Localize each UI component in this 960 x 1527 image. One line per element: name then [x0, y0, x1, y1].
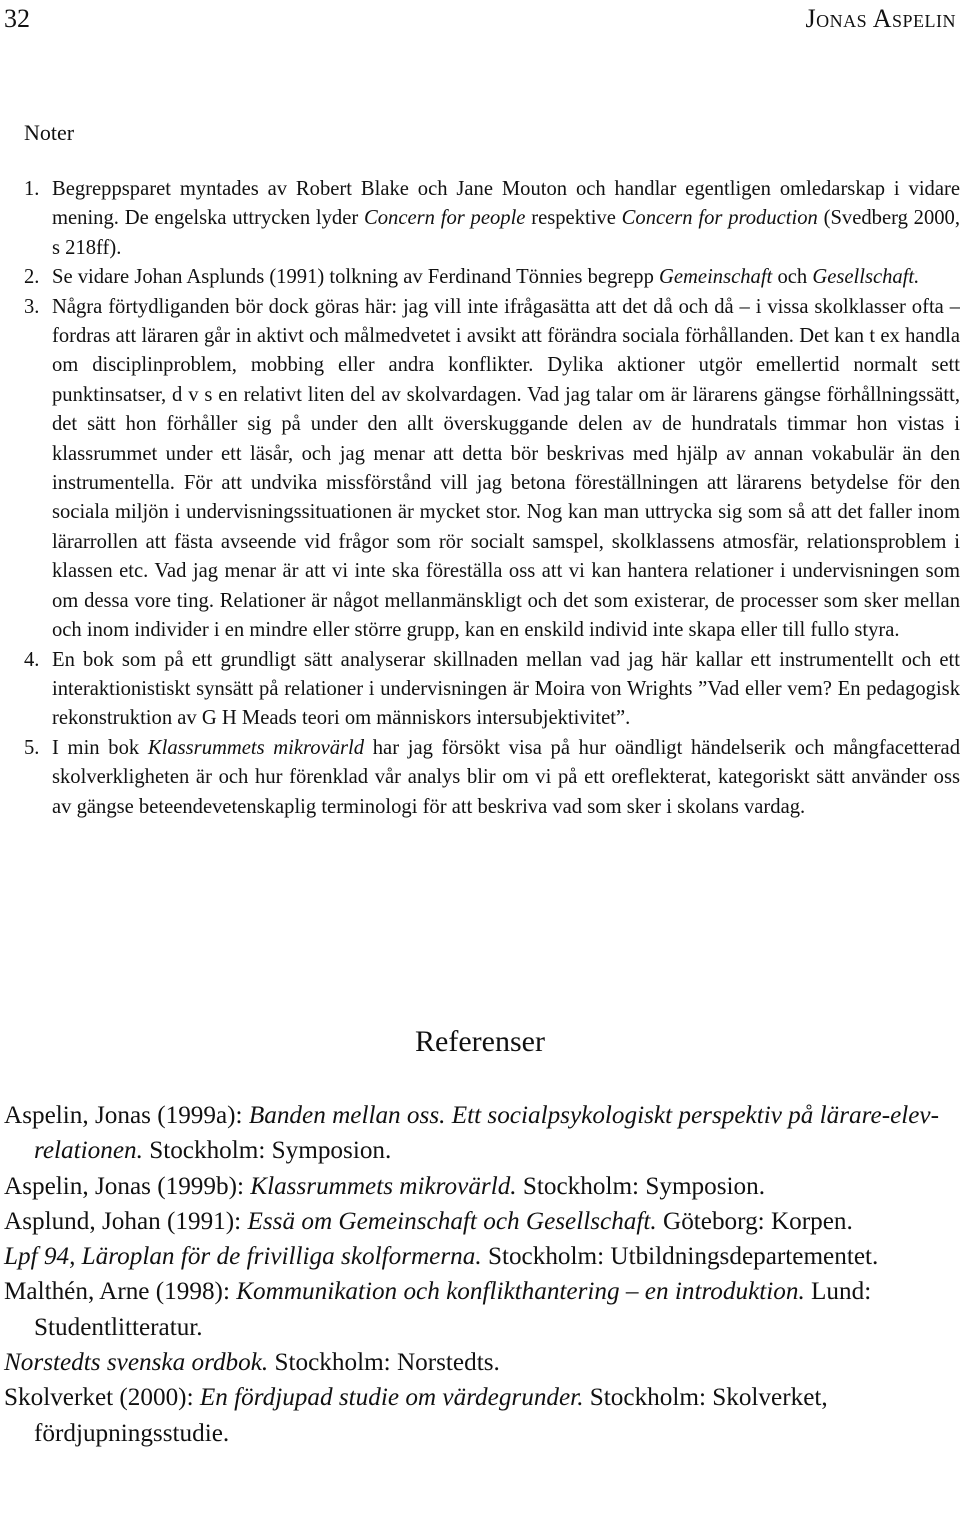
text-segment: I min bok: [52, 736, 148, 759]
italic-text: En fördjupad studie om värdegrunder.: [199, 1384, 584, 1412]
italic-text: Gemeinschaft: [659, 266, 773, 289]
italic-text: Concern for production: [621, 207, 818, 230]
italic-text: Gesellschaft.: [812, 266, 920, 289]
text-segment: Asplund, Johan (1991):: [4, 1207, 248, 1235]
page-number: 32: [4, 4, 30, 33]
running-head: Jonas Aspelin: [805, 4, 956, 33]
text-segment: Lund: Studentlitteratur.: [34, 1278, 872, 1341]
text-segment: Begreppsparet myntades av Robert Blake och Jane Mouton och handlar egentligen omledarskap i vidare mening. De engelska uttrycken lyder: [52, 178, 960, 230]
italic-text: Kommunikation och konflikthantering – en introduktion.: [236, 1278, 805, 1306]
text-segment: Aspelin, Jonas (1999a):: [4, 1102, 249, 1129]
text-segment: har jag försökt visa på hur oändligt händelserik och mångfacetterad skolverkligheten är och hur förenklad vår analys blir om vi på ett oreflekterat, kategoriskt sätt använder oss av gängse beteendevetenskaplig terminologi för att beskriva vad som sker i skolans vardag.: [52, 736, 960, 818]
text-segment: En bok som på ett grundligt sätt analyserar skillnaden mellan vad jag här kallar ett instrumentellt och ett interaktionistiskt synsätt på relationer i undervisningen är Moira von Wrights ”Vad eller vem? En pedagogisk rekonstruktion av G H Meads teori om människors intersubjektivitet”.: [52, 648, 960, 730]
text-segment: Göteborg: Korpen.: [656, 1207, 853, 1235]
text-segment: Malthén, Arne (1998):: [4, 1278, 237, 1306]
text-segment: Stockholm: Symposion.: [516, 1172, 766, 1200]
note-item: [24, 263, 960, 292]
references-heading: Referenser: [415, 1025, 545, 1058]
reference-item: [4, 1380, 954, 1451]
text-segment: (Svedberg 2000, s 218ff).: [52, 207, 960, 259]
note-item: [24, 175, 960, 263]
text-segment: Stockholm: Utbildningsdepartementet.: [481, 1243, 879, 1271]
note-number: 2.: [24, 266, 40, 289]
note-item: [24, 734, 960, 822]
notes-list: [24, 175, 960, 822]
italic-text: Klassrummets mikrovärld: [147, 736, 365, 759]
note-item: [24, 646, 960, 734]
reference-item: [4, 1169, 954, 1204]
italic-text: Essä om Gemeinschaft och Gesellschaft.: [247, 1207, 657, 1235]
text-segment: Stockholm: Norstedts.: [268, 1349, 500, 1377]
text-segment: Aspelin, Jonas (1999b):: [4, 1172, 251, 1200]
text-segment: Stockholm: Symposion.: [142, 1137, 392, 1165]
note-item: [24, 293, 960, 646]
text-segment: respektive: [525, 207, 622, 230]
text-segment: Skolverket (2000):: [4, 1384, 200, 1412]
notes-heading: Noter: [24, 120, 75, 145]
reference-item: [4, 1274, 954, 1345]
note-number: 4.: [24, 648, 40, 671]
text-segment: Se vidare Johan Asplunds (1991) tolkning av Ferdinand Tönnies begrepp: [52, 266, 660, 289]
italic-text: Klassrummets mikrovärld.: [250, 1172, 517, 1200]
note-number: 5.: [24, 736, 40, 759]
reference-item: [4, 1204, 954, 1239]
note-number: 1.: [24, 178, 40, 200]
reference-item: [4, 1098, 954, 1169]
italic-text: Concern for people: [364, 207, 526, 230]
references-list: [4, 1098, 954, 1451]
reference-item: [4, 1345, 954, 1380]
text-segment: och: [772, 266, 813, 289]
italic-text: Norstedts svenska ordbok.: [4, 1349, 269, 1377]
text-segment: Några förtydliganden bör dock göras här: jag vill inte ifrågasätta att det då och då – i vissa skolklasser ofta – fordras att läraren går in aktivt och målmedvetet i avsikt att förändra sociala förhållanden. Det kan t ex handla om disciplinproblem, mobbing eller andra konflikter. Dylika aktioner utgör emellertid normalt sett punktinsatser, d v s en relativt liten del av skolvardagen. Vad jag talar om är lärarens gängse förhållningssätt, det sätt hon förhåller sig på under den allt överskuggande delen av de hundratals timmar hon vistas i klassrummet under ett läsår, och jag menar att detta bör beskrivas med hjälp av annan vokabulär än den instrumentella. För att undvika missförstånd vill jag betona föreställningen att lärarens betydelse för den sociala miljön i undervisningssituationen är mycket stor. Nog kan man uttrycka sig som så att det faller inom lärarrollen att fästa avseende vid frågor som rör socialt samspel, skolklassens atmosfär, relationsproblem i klassen etc. Vad jag menar är att vi inte ska föreställa oss att vi kan hantera relationer i undervisningen som om dessa vore ting. Relationer är något mellanmänskligt och det som existerar, de processer som sker mellan och inom individer i en mindre eller större grupp, kan en enskild individ inte skapa eller till fullo styra.: [52, 295, 960, 642]
italic-text: Banden mellan oss. Ett socialpsykologiskt perspektiv på lärare-elev-relationen.: [34, 1102, 940, 1165]
text-segment: Stockholm: Skolverket, fördjupningsstudie.: [34, 1384, 828, 1447]
reference-item: [4, 1239, 954, 1274]
italic-text: Lpf 94, Läroplan för de frivilliga skolformerna.: [4, 1243, 482, 1271]
note-number: 3.: [24, 295, 40, 318]
